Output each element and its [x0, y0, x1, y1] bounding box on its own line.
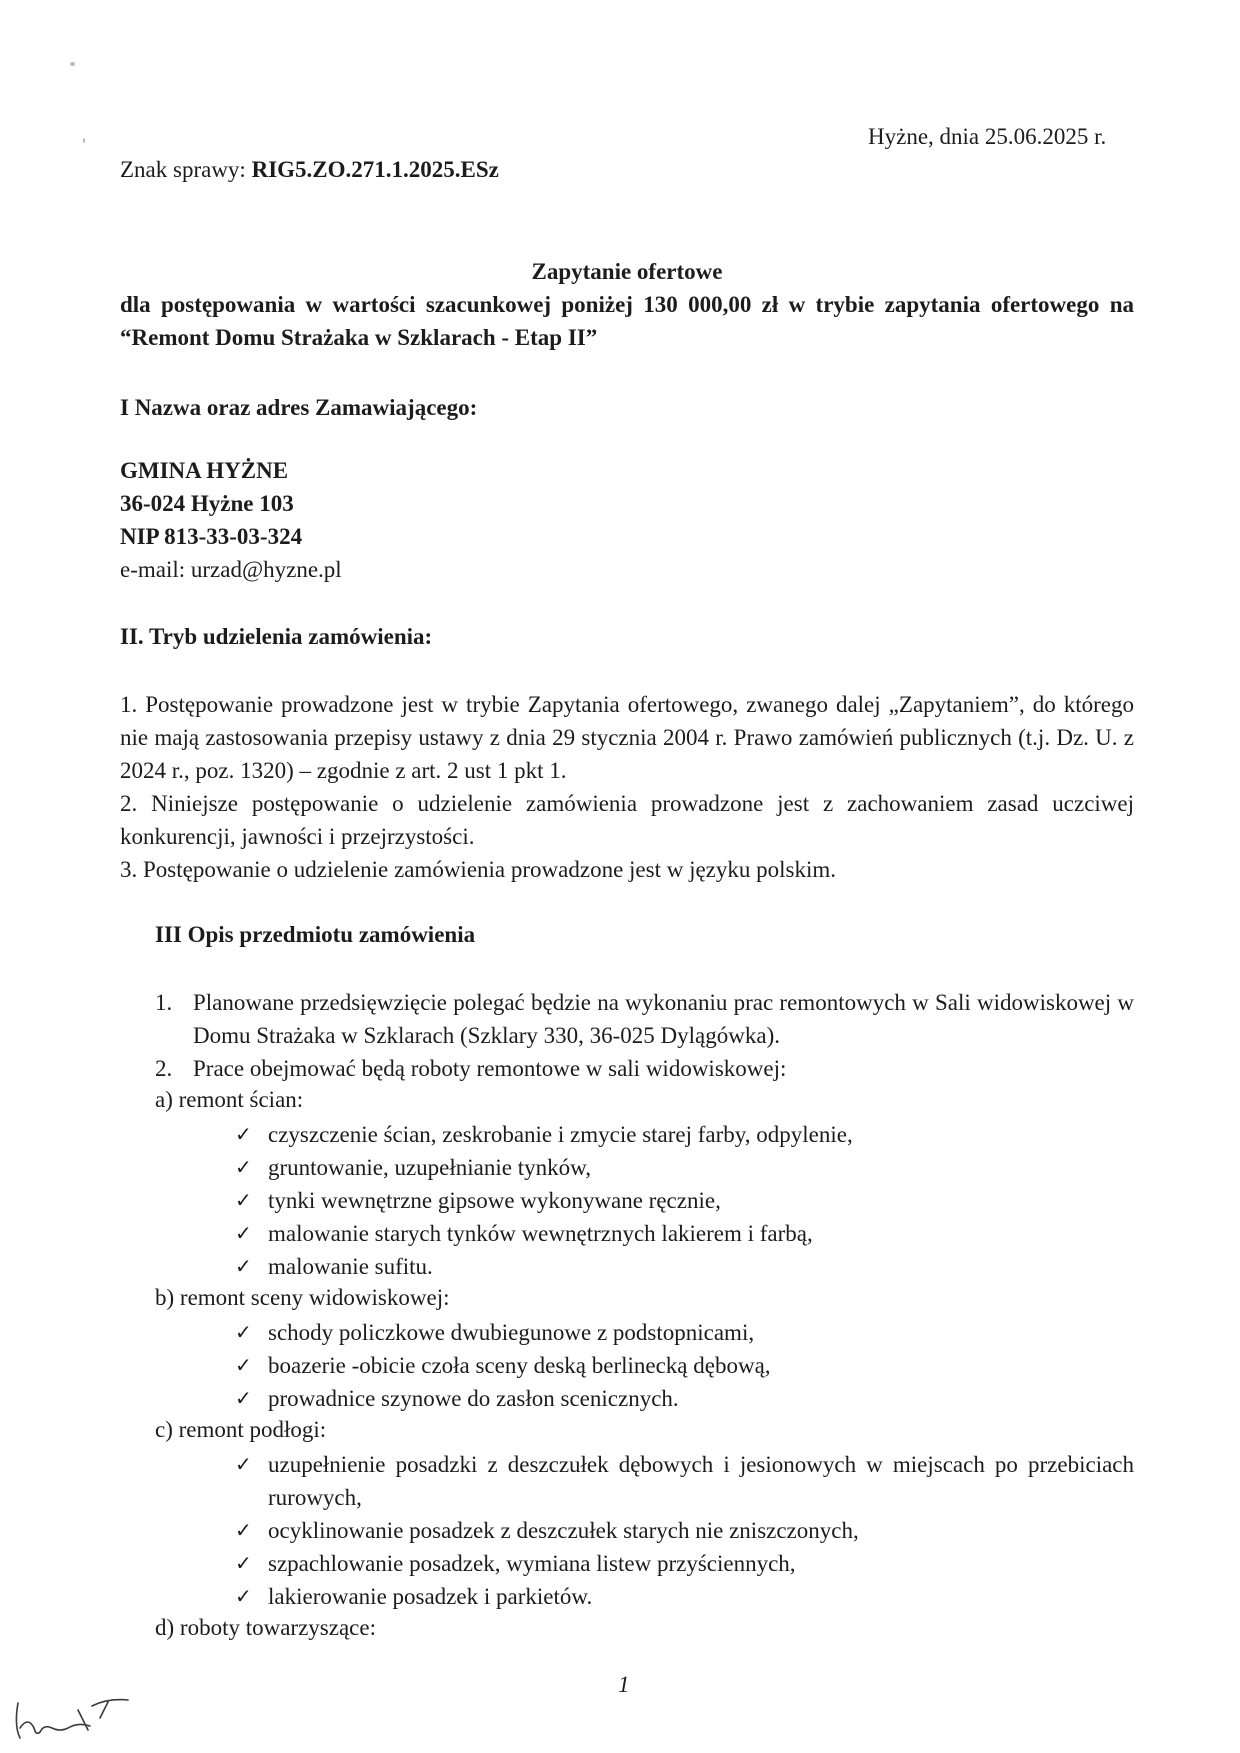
checkmark-icon: ✓	[235, 1188, 252, 1212]
section-2-paragraph-2: 2. Niniejsze postępowanie o udzielenie zamówienia prowadzone jest z zachowaniem zasad uczciwej konkurencji, jawności i przejrzystości.	[120, 791, 1134, 849]
checkmark-icon: ✓	[235, 1584, 252, 1608]
checkmark-icon: ✓	[235, 1155, 252, 1179]
checkmark-icon: ✓	[235, 1221, 252, 1245]
case-reference	[120, 155, 499, 185]
section-2-heading: II. Tryb udzielenia zamówienia:	[120, 624, 433, 649]
org-email: e-mail: urzad@hyzne.pl	[120, 557, 342, 582]
list-text: Prace obejmować będą roboty remontowe w sali widowiskowej:	[193, 1056, 787, 1081]
org-address: 36-024 Hyżne 103	[120, 491, 294, 516]
check-item: ✓ szpachlowanie posadzek, wymiana listew przyściennych,	[235, 1547, 1134, 1580]
checkmark-icon: ✓	[235, 1320, 252, 1344]
checkmark-icon: ✓	[235, 1518, 252, 1542]
section-1-heading: I Nazwa oraz adres Zamawiającego:	[120, 395, 478, 420]
org-name: GMINA HYŻNE	[120, 458, 289, 483]
document-subtitle: dla postępowania w wartości szacunkowej poniżej 130 000,00 zł w trybie zapytania ofertowego na “Remont Domu Strażaka w Szklarach - Etap II”	[120, 292, 1134, 350]
scan-mark	[70, 62, 75, 66]
list-number: 2.	[155, 1056, 173, 1081]
checkmark-icon: ✓	[235, 1254, 252, 1278]
list-item	[155, 986, 1134, 1052]
checkmark-icon: ✓	[235, 1122, 252, 1146]
document-title: Zapytanie ofertowe	[531, 259, 723, 284]
case-label: Znak sprawy:	[120, 157, 252, 182]
check-item: ✓ czyszczenie ścian, zeskrobanie i zmycie starej farby, odpylenie,	[235, 1118, 1134, 1151]
check-item: ✓ uzupełnienie posadzki z deszczułek dębowych i jesionowych w miejscach po przebiciach rurowych,	[235, 1448, 1134, 1514]
scan-mark	[83, 138, 85, 143]
sublist-label-a: a) remont ścian:	[155, 1087, 304, 1112]
list-item	[155, 1052, 1134, 1085]
check-item: ✓ prowadnice szynowe do zasłon scenicznych.	[235, 1382, 1134, 1415]
checkmark-icon: ✓	[235, 1353, 252, 1377]
page-number: 1	[618, 1672, 630, 1697]
handwritten-initials	[8, 1688, 148, 1748]
check-item: ✓ lakierowanie posadzek i parkietów.	[235, 1580, 1134, 1613]
sublist-label-b: b) remont sceny widowiskowej:	[155, 1285, 450, 1310]
section-3-heading: III Opis przedmiotu zamówienia	[155, 922, 476, 947]
case-number: RIG5.ZO.271.1.2025.ESz	[251, 157, 499, 182]
sublist-label-c: c) remont podłogi:	[155, 1417, 327, 1442]
check-item: ✓ malowanie sufitu.	[235, 1250, 1134, 1283]
check-item: ✓ boazerie -obicie czoła sceny deską berlinecką dębową,	[235, 1349, 1134, 1382]
checkmark-icon: ✓	[235, 1452, 252, 1476]
check-item: ✓ schody policzkowe dwubiegunowe z podstopnicami,	[235, 1316, 1134, 1349]
org-nip: NIP 813-33-03-324	[120, 524, 303, 549]
check-item: ✓ tynki wewnętrzne gipsowe wykonywane ręcznie,	[235, 1184, 1134, 1217]
check-item: ✓ ocyklinowanie posadzek z deszczułek starych nie zniszczonych,	[235, 1514, 1134, 1547]
checkmark-icon: ✓	[235, 1386, 252, 1410]
sublist-label-d: d) roboty towarzyszące:	[155, 1615, 376, 1640]
list-number: 1.	[155, 990, 173, 1015]
check-item: ✓ gruntowanie, uzupełnianie tynków,	[235, 1151, 1134, 1184]
list-text: Planowane przedsięwzięcie polegać będzie na wykonaniu prac remontowych w Sali widowiskowej w Domu Strażaka w Szklarach (Szklary 330, 36-025 Dylągówka).	[193, 990, 1134, 1048]
section-2-paragraph-3: 3. Postępowanie o udzielenie zamówienia prowadzone jest w języku polskim.	[120, 857, 836, 882]
check-item: ✓ malowanie starych tynków wewnętrznych lakierem i farbą,	[235, 1217, 1134, 1250]
place-date: Hyżne, dnia 25.06.2025 r.	[868, 124, 1107, 149]
checkmark-icon: ✓	[235, 1551, 252, 1575]
section-2-paragraph-1: 1. Postępowanie prowadzone jest w trybie Zapytania ofertowego, zwanego dalej „Zapytaniem”, do którego nie mają zastosowania przepisy ustawy z dnia 29 stycznia 2004 r. Prawo zamówień publicznych (t.j. Dz. U. z 2024 r., poz. 1320) – zgodnie z art. 2 ust 1 pkt 1.	[120, 692, 1134, 783]
